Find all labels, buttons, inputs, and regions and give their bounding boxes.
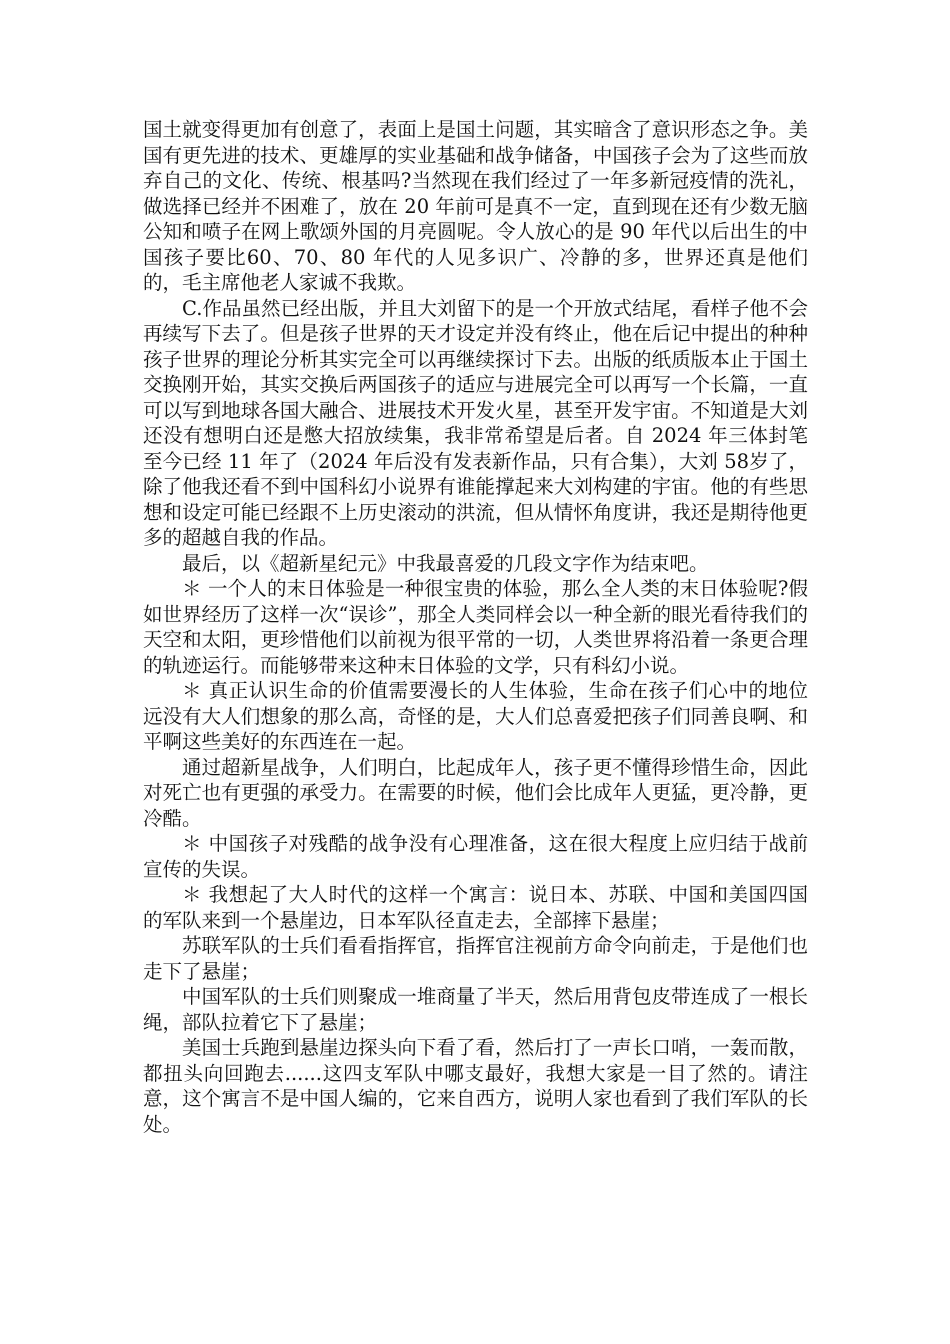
quote-paragraph: ＊ 真正认识生命的价值需要漫长的人生体验，生命在孩子们心中的地位远没有大人们想象的那么高，奇怪的是，大人们总喜爱把孩子们同善良啊、和平啊这些美好的东西连在一起。 (143, 679, 808, 753)
paragraph-closing-intro: 最后，以《超新星纪元》中我最喜爱的几段文字作为结束吧。 (182, 551, 709, 575)
quote-paragraph: 中国军队的士兵们则聚成一堆商量了半天，然后用背包皮带连成了一根长绳，部队拉着它下了悬崖； (143, 985, 808, 1034)
quote-paragraph: 苏联军队的士兵们看看指挥官，指挥官注视前方命令向前走，于是他们也走下了悬崖； (143, 934, 808, 983)
quote-paragraph: ＊ 一个人的末日体验是一种很宝贵的体验，那么全人类的末日体验呢?假如世界经历了这样一次“误诊”，那全人类同样会以一种全新的眼光看待我们的天空和太阳，更珍惜他们以前视为很平常的一切，人类世界将沿着一条更合理的轨迹运行。而能够带来这种末日体验的文学，只有科幻小说。 (143, 577, 808, 677)
document-body (143, 117, 808, 1137)
quote-paragraph: 美国士兵跑到悬崖边探头向下看了看，然后打了一声长口哨，一轰而散，都扭头向回跑去......这四支军队中哪支最好，我想大家是一目了然的。请注意，这个寓言不是中国人编的，它来自西方，说明人家也看到了我们军队的长处。 (143, 1036, 808, 1136)
quote-paragraph: 通过超新星战争，人们明白，比起成年人，孩子更不懂得珍惜生命，因此对死亡也有更强的承受力。在需要的时候，他们会比成年人更猛，更冷静，更冷酷。 (143, 755, 808, 830)
quote-paragraph: ＊ 我想起了大人时代的这样一个寓言：说日本、苏联、中国和美国四国的军队来到一个悬崖边，日本军队径直走去，全部摔下悬崖； (143, 883, 808, 932)
quote-paragraph: ＊ 中国孩子对残酷的战争没有心理准备，这在很大程度上应归结于战前宣传的失误。 (143, 832, 808, 881)
paragraph-section-c: C.作品虽然已经出版，并且大刘留下的是一个开放式结尾，看样子他不会再续写下去了。但是孩子世界的天才设定并没有终止，他在后记中提出的种种孩子世界的理论分析其实完全可以再继续探讨下去。出版的纸质版本止于国土交换刚开始，其实交换后两国孩子的适应与进展完全可以再写一个长篇，一直可以写到地球各国大融合、进展技术开发火星，甚至开发宇宙。不知道是大刘还没有想明白还是憋大招放续集，我非常希望是后者。自 2024 年三体封笔至今已经 11 年了（2024 年后没有发表新作品，只有合集），大刘 58岁了，除了他我还看不到中国科幻小说界有谁能撑起来大刘构建的宇宙。他的有些思想和设定可能已经跟不上历史滚动的洪流，但从情怀角度讲，我还是期待他更多的超越自我的作品。 (143, 296, 808, 549)
paragraph-continuation: 国土就变得更加有创意了，表面上是国土问题，其实暗含了意识形态之争。美国有更先进的技术、更雄厚的实业基础和战争储备，中国孩子会为了这些而放弃自己的文化、传统、根基吗?当然现在我们经过了一年多新冠疫情的洗礼，做选择已经并不困难了，放在 20 年前可是真不一定，直到现在还有少数无脑公知和喷子在网上歌颂外国的月亮圆呢。令人放心的是 90 年代以后出生的中国孩子要比60、70、80 年代的人见多识广、冷静的多，世界还真是他们的，毛主席他老人家诚不我欺。 (143, 118, 808, 294)
